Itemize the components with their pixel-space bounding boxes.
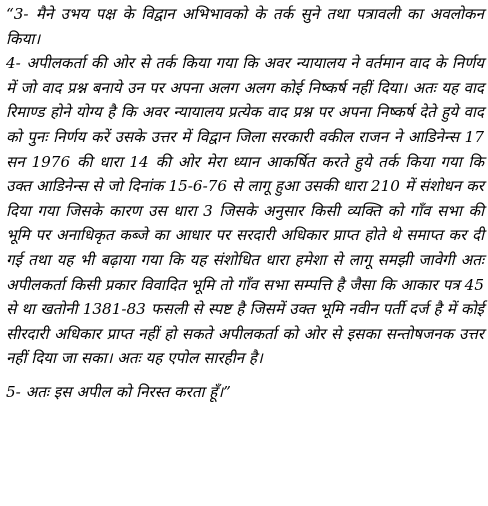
paragraph-3: “3- मैने उभय पक्ष के विद्वान अभिभावको के तर्क सुने तथा पत्रावली का अवलोकन किया। bbox=[6, 5, 484, 48]
paragraph-spacer bbox=[6, 371, 484, 380]
paragraph-5: 5- अतः इस अपील को निरस्त करता हूँ।” bbox=[6, 382, 231, 401]
document-body bbox=[6, 2, 484, 405]
paragraph-4: 4- अपीलकर्ता की ओर से तर्क किया गया कि अवर न्यायालय ने वर्तमान वाद के निर्णय में जो वाद प्रश्न बनाये उन पर अपना अलग अलग कोई निष्कर्ष नहीं दिया। अतः यह वाद रिमाण्ड होने योग्य है कि अवर न्यायालय प्रत्येक वाद प्रश्न पर अपना निष्कर्ष देते हुये वाद को पुनः निर्णय करें उसके उत्तर में विद्वान जिला सरकारी वकील राजन ने आडिनेन्स 17 सन 1976 की धारा 14 की ओर मेरा ध्यान आकर्षित करते हुये तर्क किया गया कि उक्त आडिनेन्स से जो दिनांक 15-6-76 से लागू हुआ उसकी धारा 210 में संशोधन कर दिया गया जिसके कारण उस धारा 3 जिसके अनुसार किसी व्यक्ति को गाँव सभा की भूमि पर अनाधिकृत कब्जे का आधार पर सरदारी अधिकार प्राप्त होते थे समाप्त कर दी गई तथा यह भी बढ़ाया गया कि यह संशोधित धारा हमेशा से लागू समझी जावेगी अतः अपीलकर्ता किसी प्रकार विवादित भूमि तो गाँव सभा सम्पत्ति है जैसा कि आकार पत्र 45 से था खतोनी 1381-83 फसली से स्पष्ट है जिसमें उक्त भूमि नवीन पर्ती दर्ज है में कोई सीरदारी अधिकार प्राप्त नहीं हो सकते अपीलकर्ता को ओर से इसका सन्तोषजनक उत्तर नहीं दिया जा सका। अतः यह एपोल सारहीन है। bbox=[6, 54, 484, 368]
